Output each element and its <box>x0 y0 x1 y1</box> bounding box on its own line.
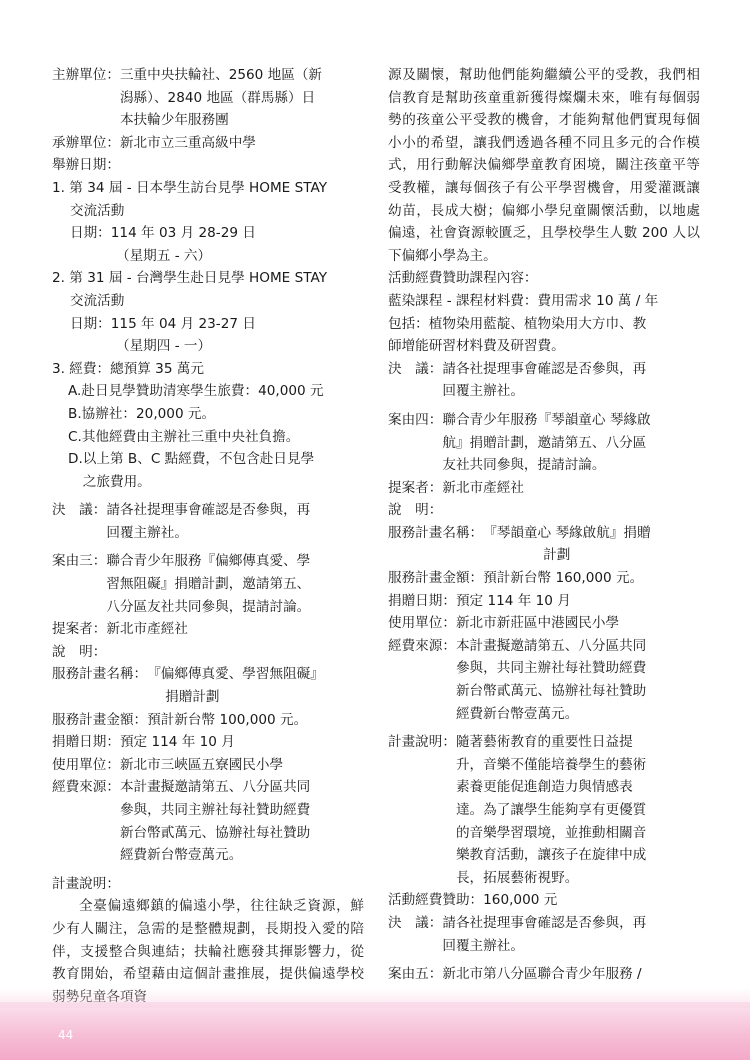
plan-desc-line: 升，音樂不僅能培養學生的藝術 <box>455 756 647 773</box>
funding-line: 本計畫擬邀請第五、八分區共同 <box>455 637 647 654</box>
donate-date-value: 預定 114 年 10 月 <box>455 592 571 609</box>
course-title: 活動經費贊助課程內容： <box>388 270 538 287</box>
plan-name-line: 『琴韻童心 琴緣啟航』捐贈 <box>483 524 651 541</box>
plan-desc-line: 長，拓展藝術視野。 <box>455 869 579 886</box>
co-organizer-row <box>52 132 364 155</box>
funding-label: 經費來源： <box>388 637 456 654</box>
case3-line: 習無阻礙』捐贈計劃，邀請第五、 <box>106 576 311 593</box>
sponsor-value: 160,000 元 <box>483 892 558 909</box>
proposer-value: 新北市產經社 <box>442 479 524 496</box>
expense-key: C. <box>68 428 82 445</box>
resolution3-label: 決 議： <box>388 914 443 931</box>
funding-line: 參與，共同主辦社每社贊助經費 <box>119 802 311 818</box>
expense-text: 之旅費用。 <box>82 473 151 490</box>
explain-label: 說 明： <box>388 502 443 519</box>
plan-amount-row <box>388 567 700 590</box>
resolution3-row <box>388 912 700 957</box>
case5-row <box>388 963 700 986</box>
plan-desc-row <box>388 731 700 889</box>
item3-label: 3. 經費： <box>52 360 111 377</box>
plan-amount-value: 預計新台幣 100,000 元。 <box>147 711 308 728</box>
user-unit-label: 使用單位： <box>52 756 120 773</box>
resolution2-line: 回覆主辦社。 <box>442 383 524 400</box>
donate-date-label: 捐贈日期： <box>52 734 120 751</box>
case3-label: 案由三： <box>52 553 107 570</box>
item1-date-label: 日期： <box>70 225 111 242</box>
plan-desc-line: 隨著藝術教育的重要性日益提 <box>455 734 633 751</box>
co-organizer-label: 承辦單位： <box>52 134 120 151</box>
course-line: 包括：植物染用藍靛、植物染用大方巾、教 <box>388 315 647 332</box>
expense-text: 赴日見學贊助清寒學生旅費：40,000 元 <box>81 383 324 400</box>
case3-row <box>52 550 364 618</box>
date-title: 舉辦日期： <box>52 157 120 174</box>
proposer-label: 提案者： <box>388 479 443 496</box>
organizer-line: 本扶輪少年服務團 <box>119 112 229 129</box>
sponsor-row <box>388 889 700 912</box>
resolution2-label: 決 議： <box>388 360 443 377</box>
expense-item <box>52 380 364 403</box>
explain-label: 說 明： <box>52 643 107 660</box>
item2-date-value: 115 年 04 月 23-27 日 <box>110 315 256 332</box>
plan-name-line: 捐贈計劃 <box>165 689 220 706</box>
user-unit-value: 新北市三峽區五寮國民小學 <box>119 756 284 773</box>
item1-line1: 1. 第 34 屆 - 日本學生訪台見學 HOME STAY <box>52 179 328 196</box>
plan-desc-label: 計畫說明： <box>388 734 456 751</box>
case4-line: 聯合青少年服務『琴韻童心 琴緣啟 <box>442 411 651 428</box>
case5-label: 案由五： <box>388 966 443 983</box>
resolution1-line: 請各社提理事會確認是否參與，再 <box>106 502 311 519</box>
item2-line2: 交流活動 <box>70 292 125 309</box>
plan-name-label: 服務計畫名稱： <box>388 524 484 541</box>
footer-band <box>0 1002 750 1060</box>
organizer-label: 主辦單位： <box>52 67 120 83</box>
funding-label: 經費來源： <box>52 779 120 796</box>
donate-date-row <box>52 731 364 754</box>
proposer-label: 提案者： <box>52 621 107 638</box>
funding-line: 經費新台幣壹萬元。 <box>455 705 579 722</box>
resolution2-line: 請各社提理事會確認是否參與，再 <box>442 360 647 377</box>
plan-desc-line: 素養更能促進創造力與情感表 <box>455 779 633 796</box>
user-unit-row <box>388 612 700 635</box>
case3-line: 八分區友社共同參與，提請討論。 <box>106 598 311 615</box>
funding-line: 參與，共同主辦社每社贊助經費 <box>455 660 647 677</box>
donate-date-value: 預定 114 年 10 月 <box>119 734 235 751</box>
proposer-row <box>52 618 364 641</box>
resolution1-label: 決 議： <box>52 502 107 519</box>
sponsor-label: 活動經費贊助： <box>388 892 484 909</box>
plan-amount-label: 服務計畫金額： <box>388 570 484 587</box>
expense-key: B. <box>68 405 82 422</box>
donate-date-label: 捐贈日期： <box>388 592 456 609</box>
plan-name-label: 服務計畫名稱： <box>52 666 148 683</box>
funding-row <box>52 776 364 866</box>
item1-date-row <box>52 222 364 245</box>
user-unit-value: 新北市新莊區中港國民小學 <box>455 615 620 632</box>
organizer-line: 潟縣）、2840 地區（群馬縣）日 <box>119 89 316 106</box>
user-unit-label: 使用單位： <box>388 615 456 632</box>
funding-line: 新台幣貳萬元、協辦社每社贊助 <box>119 824 311 841</box>
organizer-line: 三重中央扶輪社、2560 地區（新 <box>119 67 323 83</box>
organizer-row <box>52 64 364 132</box>
plan-desc-line: 樂教育活動，讓孩子在旋律中成 <box>455 847 647 864</box>
plan-desc-line: 的音樂學習環境，並推動相關音 <box>455 824 647 841</box>
donate-date-row <box>388 590 700 613</box>
continued-paragraph: 源及關懷，幫助他們能夠繼續公平的受教，我們相信教育是幫助孩童重新獲得燦爛未來，唯有每個弱勢的孩童公平受教的機會，才能夠幫他們實現每個小小的希望，讓我們透過各種不同且多元的合作模式，用行動解決偏鄉學童教育困境，關注孩童平等受教權，讓每個孩子有公平學習機會，用愛灌溉讓幼苗，長成大樹；偏鄉小學兒童關懷活動，以地處偏遠，社會資源較匱乏，且學校學生人數 200 人以下偏鄉小學為主。 <box>388 67 700 264</box>
proposer-value: 新北市產經社 <box>106 621 188 638</box>
item3-row <box>52 358 364 381</box>
funding-row <box>388 635 700 725</box>
resolution1-line: 回覆主辦社。 <box>106 524 188 541</box>
case4-line: 友社共同參與，提請討論。 <box>442 457 606 474</box>
expense-key: A. <box>68 383 82 400</box>
plan-amount-label: 服務計畫金額： <box>52 711 148 728</box>
funding-line: 本計畫擬邀請第五、八分區共同 <box>119 779 311 796</box>
plan-name-row <box>388 522 700 567</box>
case5-value: 新北市第八分區聯合青少年服務 / <box>442 966 642 983</box>
expense-item <box>52 403 364 426</box>
item2-line1: 2. 第 31 屆 - 台灣學生赴日見學 HOME STAY <box>52 270 328 287</box>
expense-text: 其他經費由主辦社三重中央社負擔。 <box>81 428 300 445</box>
item1-weekday: （星期五 - 六） <box>116 247 212 264</box>
plan-name-row <box>52 663 364 708</box>
resolution2-row <box>388 358 700 403</box>
course-line: 師增能研習材料費及研習費。 <box>388 338 565 355</box>
expense-text: 以上第 B、C 點經費，不包含赴日見學 <box>82 451 315 468</box>
plan-name-line: 『偏鄉傳真愛、學習無阻礙』 <box>147 666 324 683</box>
resolution3-line: 回覆主辦社。 <box>442 937 524 954</box>
case4-row <box>388 409 700 477</box>
item2-date-row <box>52 313 364 336</box>
plan-desc-paragraph: 全臺偏遠鄉鎮的偏遠小學，往往缺乏資源，鮮少有人關注，急需的是整體規劃，長期投入愛的陪伴，支援整合與連結；扶輪社應發其揮影響力，從教育開始，希望藉由這個計畫推展，提供偏遠學校 <box>52 898 364 983</box>
plan-amount-value: 預計新台幣 160,000 元。 <box>483 570 644 587</box>
proposer-row <box>388 477 700 500</box>
item3-value: 總預算 35 萬元 <box>110 360 204 377</box>
item2-date-label: 日期： <box>70 315 111 332</box>
plan-desc-line: 達。為了讓學生能夠享有更優質 <box>455 802 647 818</box>
expense-item <box>52 426 364 449</box>
item2-weekday: （星期四 - 一） <box>116 338 212 355</box>
case4-label: 案由四： <box>388 411 443 428</box>
right-column <box>388 64 700 986</box>
expense-text: 協辦社：20,000 元。 <box>81 405 216 422</box>
left-column <box>52 64 364 1008</box>
plan-name-line: 計劃 <box>543 547 571 564</box>
item1-date-value: 114 年 03 月 28-29 日 <box>110 225 256 242</box>
item1-line2: 交流活動 <box>70 202 125 219</box>
expense-item <box>52 448 364 493</box>
resolution1-row <box>52 499 364 544</box>
plan-amount-row <box>52 709 364 732</box>
plan-desc-label: 計畫說明： <box>52 875 120 892</box>
course-line: 藍染課程 - 課程材料費：費用需求 10 萬 / 年 <box>388 292 659 309</box>
funding-line: 經費新台幣壹萬元。 <box>119 847 243 864</box>
resolution3-line: 請各社提理事會確認是否參與，再 <box>442 914 647 931</box>
expense-key: D. <box>68 451 83 468</box>
page-number: 44 <box>58 1028 74 1042</box>
case4-line: 航』捐贈計劃，邀請第五、八分區 <box>442 434 647 451</box>
case3-line: 聯合青少年服務『偏鄉傳真愛、學 <box>106 553 311 570</box>
user-unit-row <box>52 754 364 777</box>
co-organizer-value: 新北市立三重高級中學 <box>119 134 256 151</box>
funding-line: 新台幣貳萬元、協辦社每社贊助 <box>455 683 647 700</box>
